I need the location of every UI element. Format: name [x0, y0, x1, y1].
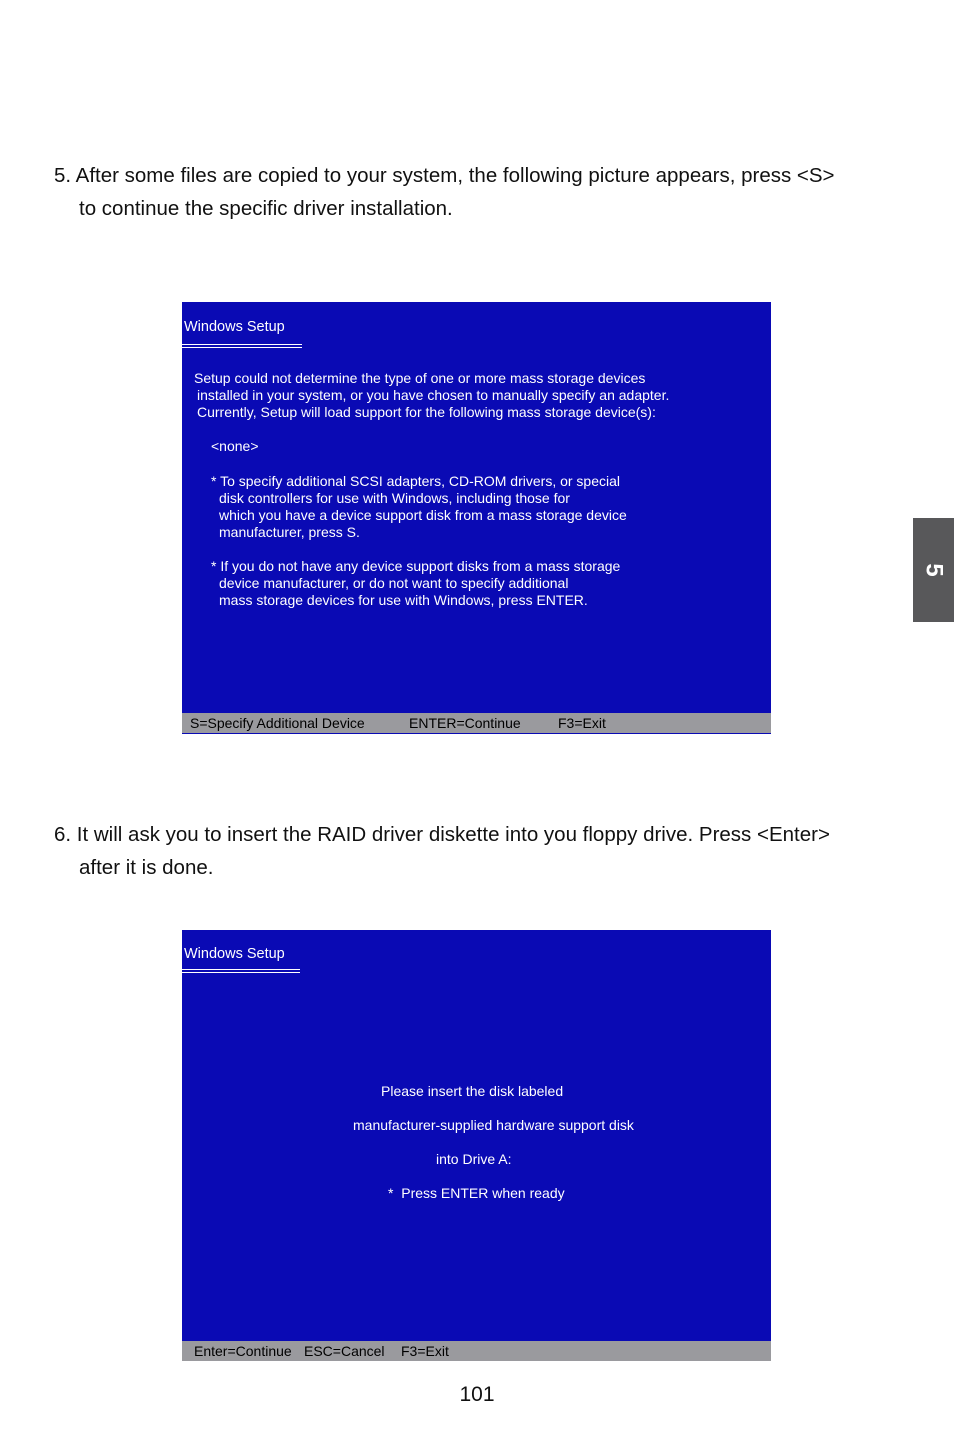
status-f3-exit: F3=Exit: [401, 1343, 449, 1359]
windows-setup-screenshot-storage: [182, 302, 771, 734]
status-enter-continue: ENTER=Continue: [409, 715, 521, 731]
status-bar: [182, 1341, 771, 1361]
step-5-line-1: 5. After some files are copied to your system, the following picture appears, press <S>: [54, 164, 835, 187]
step-6-instruction: [54, 818, 904, 884]
status-specify-device: S=Specify Additional Device: [190, 715, 365, 731]
window-title: Windows Setup: [184, 319, 285, 335]
body-line: Currently, Setup will load support for the following mass storage device(s):: [197, 404, 656, 420]
step-5-line-2: to continue the specific driver installation.: [79, 197, 453, 220]
body-line: installed in your system, or you have chosen to manually specify an adapter.: [197, 387, 670, 403]
window-title: Windows Setup: [184, 946, 285, 962]
status-bar: [182, 713, 771, 734]
body-line: device manufacturer, or do not want to specify additional: [219, 575, 569, 591]
status-esc-cancel: ESC=Cancel: [304, 1343, 385, 1359]
page-number: 101: [459, 1383, 495, 1406]
body-line: mass storage devices for use with Windows, press ENTER.: [219, 592, 588, 608]
step-6-line-1: 6. It will ask you to insert the RAID driver diskette into you floppy drive. Press <Enter>: [54, 823, 830, 846]
status-f3-exit: F3=Exit: [558, 715, 606, 731]
title-underline: [182, 344, 302, 345]
body-line: which you have a device support disk from a mass storage device: [219, 507, 627, 523]
windows-setup-screenshot-insert-disk: [182, 930, 771, 1361]
body-line: Setup could not determine the type of one or more mass storage devices: [194, 370, 646, 386]
body-line: manufacturer, press S.: [219, 524, 360, 540]
chapter-tab: [913, 518, 954, 622]
device-list-none: <none>: [211, 438, 259, 454]
drive-line: into Drive A:: [436, 1151, 512, 1167]
step-5-instruction: [54, 159, 904, 225]
status-enter-continue: Enter=Continue: [194, 1343, 292, 1359]
step-6-line-2: after it is done.: [79, 856, 214, 879]
title-underline: [182, 347, 302, 348]
chapter-number: 5: [920, 563, 948, 577]
title-underline: [182, 969, 300, 970]
body-line: disk controllers for use with Windows, including those for: [219, 490, 570, 506]
disk-label: manufacturer-supplied hardware support disk: [353, 1117, 634, 1133]
body-line: * To specify additional SCSI adapters, CD-ROM drivers, or special: [211, 473, 621, 489]
body-line: * If you do not have any device support disks from a mass storage: [211, 558, 621, 574]
press-enter-line: * Press ENTER when ready: [388, 1185, 565, 1201]
prompt-line: Please insert the disk labeled: [381, 1083, 564, 1099]
title-underline: [182, 972, 300, 973]
